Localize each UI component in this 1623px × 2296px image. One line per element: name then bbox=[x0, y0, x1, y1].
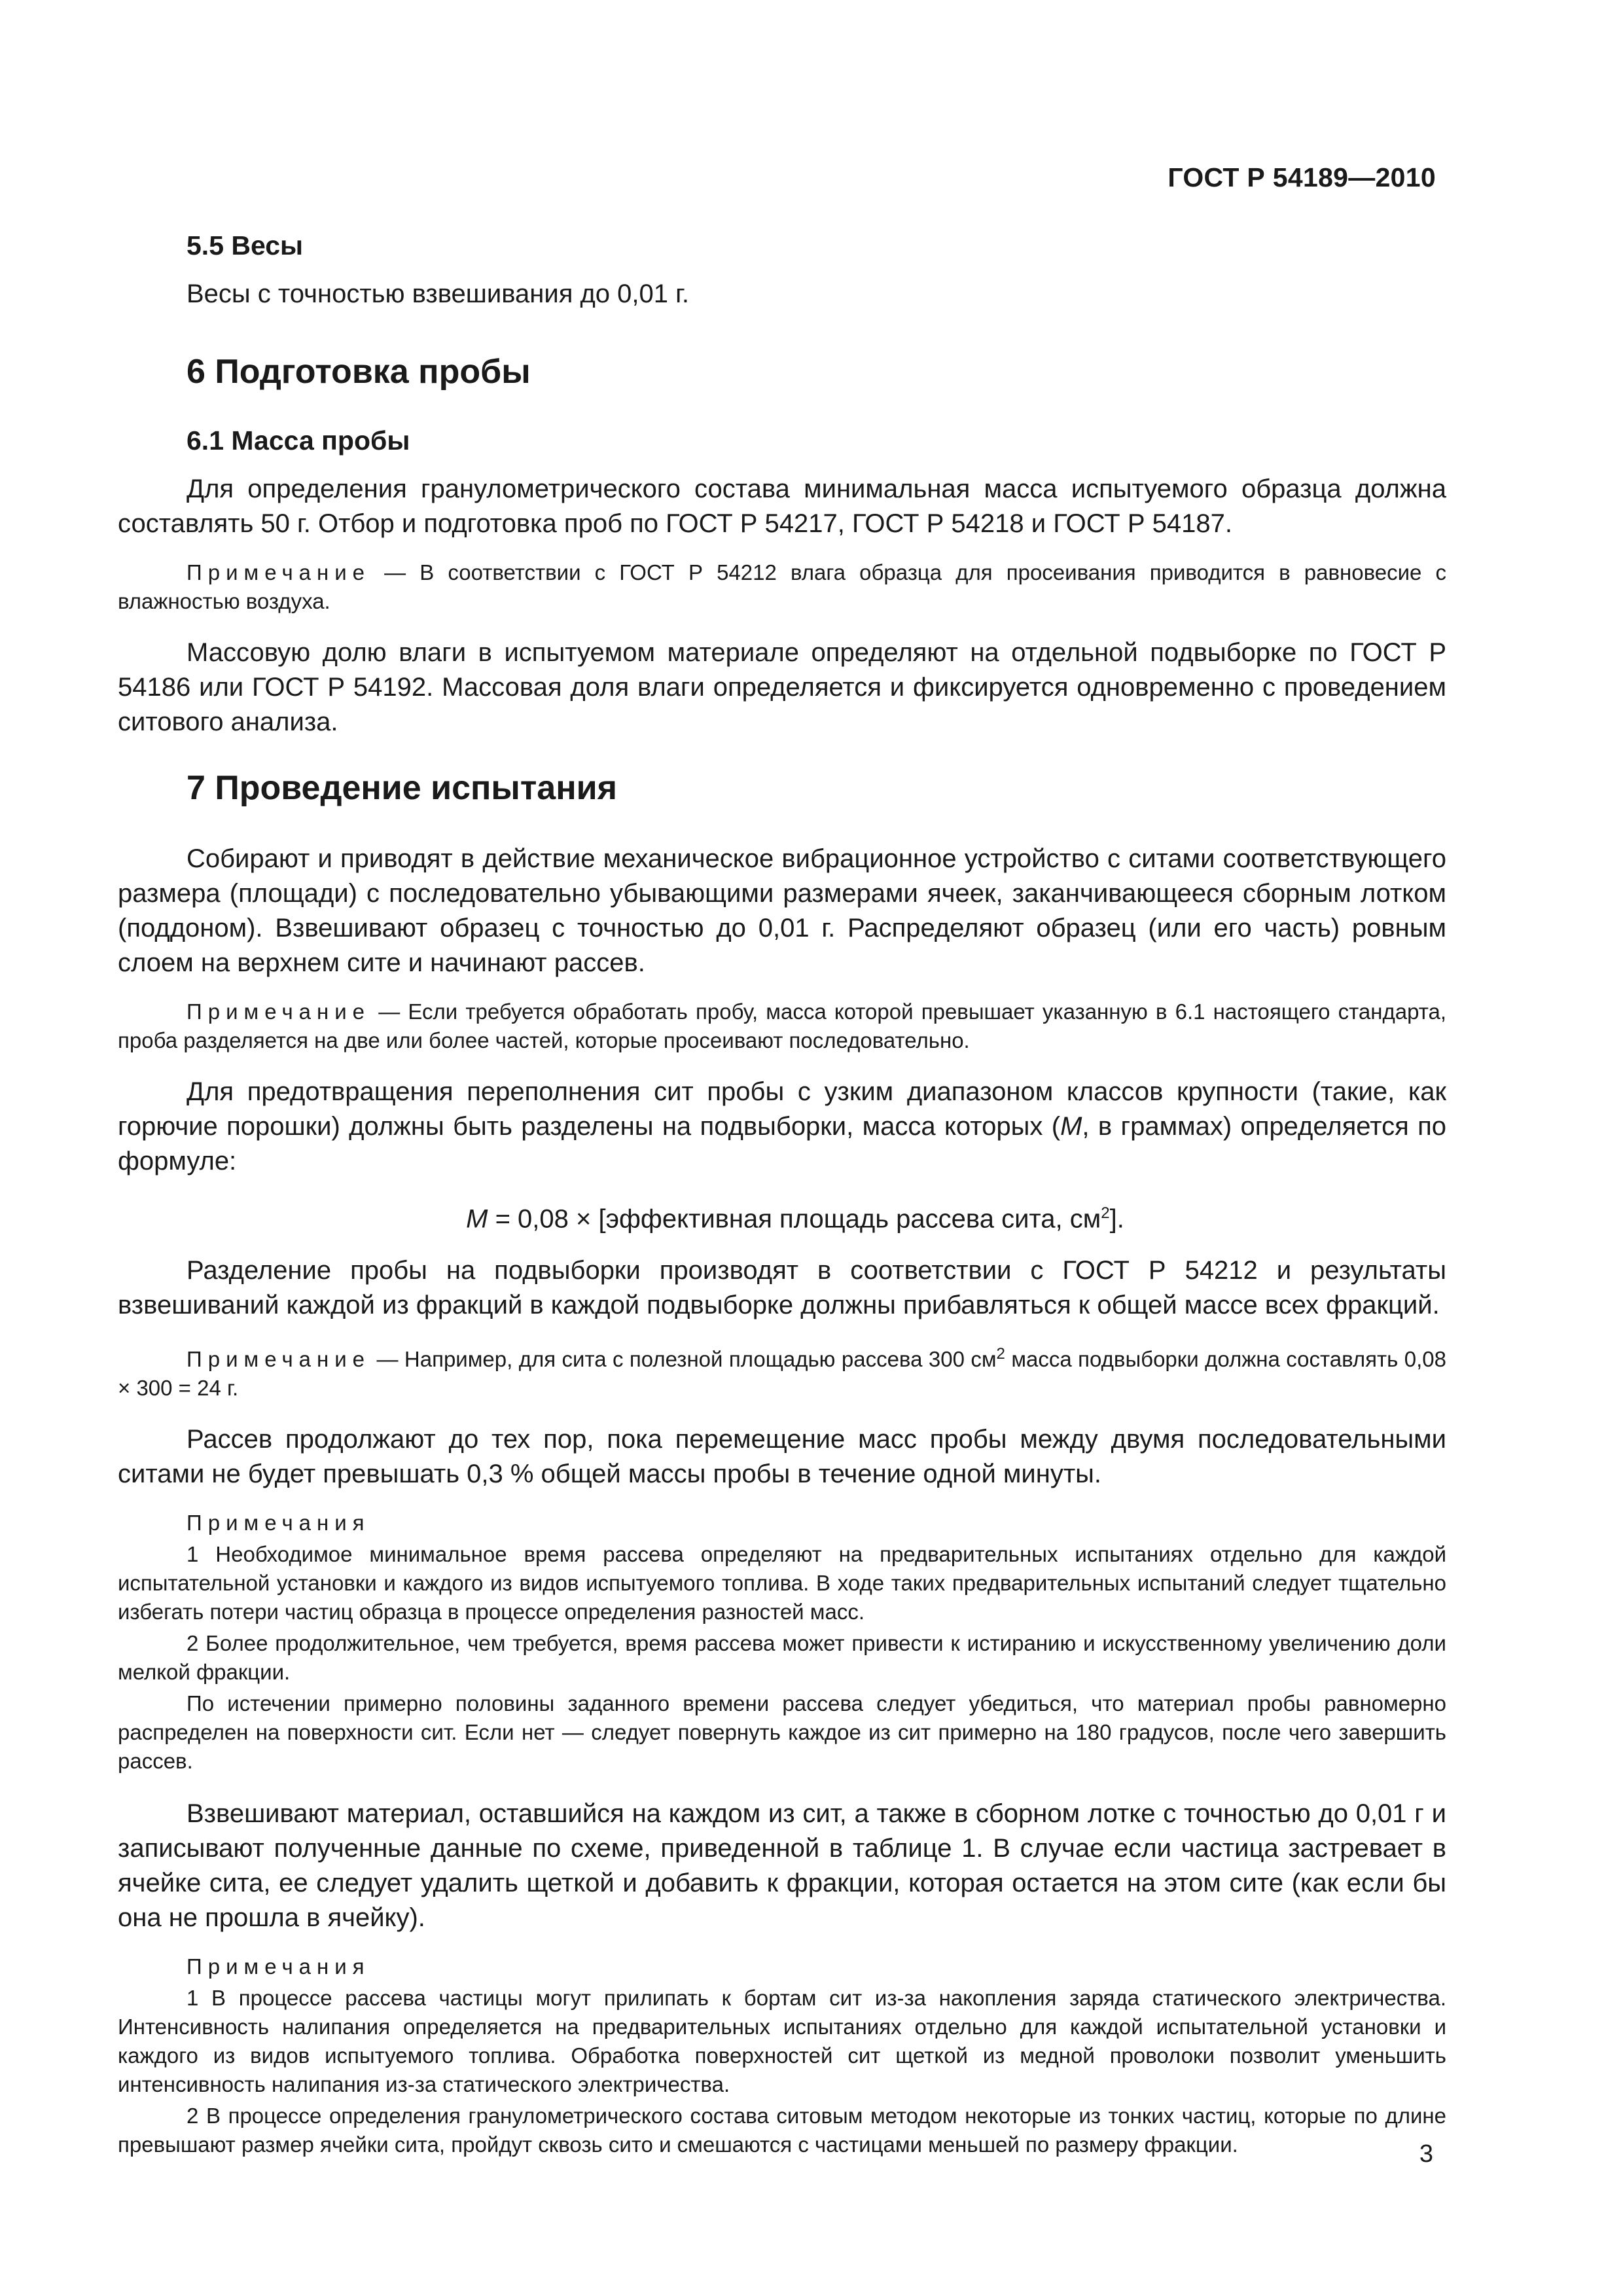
mass-formula bbox=[118, 1196, 1446, 1236]
section-6-title: 6 Подготовка пробы bbox=[187, 353, 531, 391]
note-superscript: 2 bbox=[996, 1345, 1005, 1363]
variable-m: M bbox=[1060, 1112, 1082, 1141]
page-content bbox=[118, 230, 1446, 2180]
note-item: 1 Необходимое минимальное время рассева определяют на предварительных испытаниях отдельно для каждой испытательной установки и каждого из видов испытуемого топлива. В ходе таких предварительных испытаний следует тщательно избегать потери частиц образца в процессе определения разностей масс. bbox=[118, 1542, 1446, 1624]
section-5-5-text: Весы с точностью взвешивания до 0,01 г. bbox=[187, 279, 689, 308]
formula-body: = 0,08 × [эффективная площадь рассева сита, см bbox=[488, 1204, 1101, 1234]
note-item: 2 Более продолжительное, чем требуется, время рассева может привести к истиранию и искусственному увеличению доли мелкой фракции. bbox=[118, 1631, 1446, 1685]
section-7-title: 7 Проведение испытания bbox=[187, 769, 617, 807]
note-text: масса подвыборки должна составлять 0,08 × 300 = 24 г. bbox=[118, 1347, 1446, 1401]
notes-heading: Примечания bbox=[187, 1511, 370, 1535]
section-5-5-title: 5.5 Весы bbox=[187, 230, 304, 260]
section-6-1-paragraph-2: Массовую долю влаги в испытуемом материале определяют на отдельной подвыборке по ГОСТ Р 54186 или ГОСТ Р 54192. Массовая доля влаги определяется и фиксируется одновременно с проведением ситового анализа. bbox=[118, 638, 1446, 736]
section-7-paragraph-3: Разделение пробы на подвыборки производят в соответствии с ГОСТ Р 54212 и результаты взвешиваний каждой из фракций в каждой подвыборке должны прибавляться к общей массе всех фракций. bbox=[118, 1256, 1446, 1320]
notes-block-2 bbox=[118, 1952, 1446, 2159]
section-7-paragraph-5: Взвешивают материал, оставшийся на каждом из сит, а также в сборном лотке с точностью до 0,01 г и записывают полученные данные по схеме, приведенной в таблице 1. В случае если частица застревает в ячейке сита, ее следует удалить щеткой и добавить к фракции, которая остается на этом сите (как если бы она не прошла в ячейку). bbox=[118, 1799, 1446, 1933]
note-label: Примечание bbox=[187, 1347, 371, 1372]
note-text: — В соответствии с ГОСТ Р 54212 влага образца для просеивания приводится в равновесие с влажностью воздуха. bbox=[118, 560, 1447, 613]
notes-heading: Примечания bbox=[187, 1954, 370, 1979]
paragraph-text: Для предотвращения переполнения сит пробы с узким диапазоном классов крупности (такие, как горючие порошки) должны быть разделены на подвыборки, масса которых ( bbox=[118, 1077, 1446, 1141]
note-label: Примечание bbox=[187, 560, 371, 584]
section-6-1-note bbox=[118, 558, 1446, 616]
note-label: Примечание bbox=[187, 999, 371, 1024]
note-item: По истечении примерно половины заданного времени рассева следует убедиться, что материал пробы равномерно распределен на поверхности сит. Если нет — следует повернуть каждое из сит примерно на 180 градусов, после чего завершить рассев. bbox=[118, 1691, 1446, 1774]
formula-variable: M bbox=[466, 1204, 488, 1234]
section-7-note-2 bbox=[118, 1340, 1446, 1403]
notes-block-1 bbox=[118, 1509, 1446, 1776]
standard-code: ГОСТ Р 54189—2010 bbox=[1168, 162, 1436, 192]
note-item: 1 В процессе рассева частицы могут прилипать к бортам сит из-за накопления заряда статического электричества. Интенсивность налипания определяется на предварительных испытаниях отдельно для каждой испытательной установки и каждого из видов испытуемого топлива. Обработка поверхностей сит щеткой из медной проволоки позволит уменьшить интенсивность налипания из-за статического электричества. bbox=[118, 1986, 1446, 2097]
page-number: 3 bbox=[1419, 2140, 1433, 2168]
note-text: — Если требуется обработать пробу, масса которой превышает указанную в 6.1 настоящего стандарта, проба разделяется на две или более частей, которые просеивают последовательно. bbox=[118, 999, 1447, 1052]
section-7-paragraph-1: Собирают и приводят в действие механическое вибрационное устройство с ситами соответствующего размера (площади) с последовательно убывающими размерами ячеек, заканчивающееся сборным лотком (поддоном). Взвешивают образец с точностью до 0,01 г. Распределяют образец (или его часть) ровным слоем на верхнем сите и начинают рассев. bbox=[118, 844, 1446, 977]
note-item: 2 В процессе определения гранулометрического состава ситовым методом некоторые из тонких частиц, которые по длине превышают размер ячейки сита, пройдут сквозь сито и смешаются с частицами меньшей по размеру фракции. bbox=[118, 2104, 1446, 2157]
note-text: — Например, для сита с полезной площадью рассева 300 см bbox=[376, 1347, 997, 1372]
section-6-1-title: 6.1 Масса пробы bbox=[187, 425, 410, 456]
paragraph-text: , в граммах) определяется по формуле: bbox=[118, 1112, 1446, 1175]
section-7-paragraph-4: Рассев продолжают до тех пор, пока перемещение масс пробы между двумя последовательными ситами не будет превышать 0,3 % общей массы пробы в течение одной минуты. bbox=[118, 1425, 1446, 1489]
formula-superscript: 2 bbox=[1101, 1204, 1110, 1222]
section-6-1-paragraph-1: Для определения гранулометрического состава минимальная масса испытуемого образца должна составлять 50 г. Отбор и подготовка проб по ГОСТ Р 54217, ГОСТ Р 54218 и ГОСТ Р 54187. bbox=[118, 475, 1446, 538]
section-7-paragraph-2 bbox=[118, 1075, 1446, 1179]
formula-end: ]. bbox=[1109, 1204, 1124, 1234]
section-7-note-1 bbox=[118, 997, 1446, 1055]
